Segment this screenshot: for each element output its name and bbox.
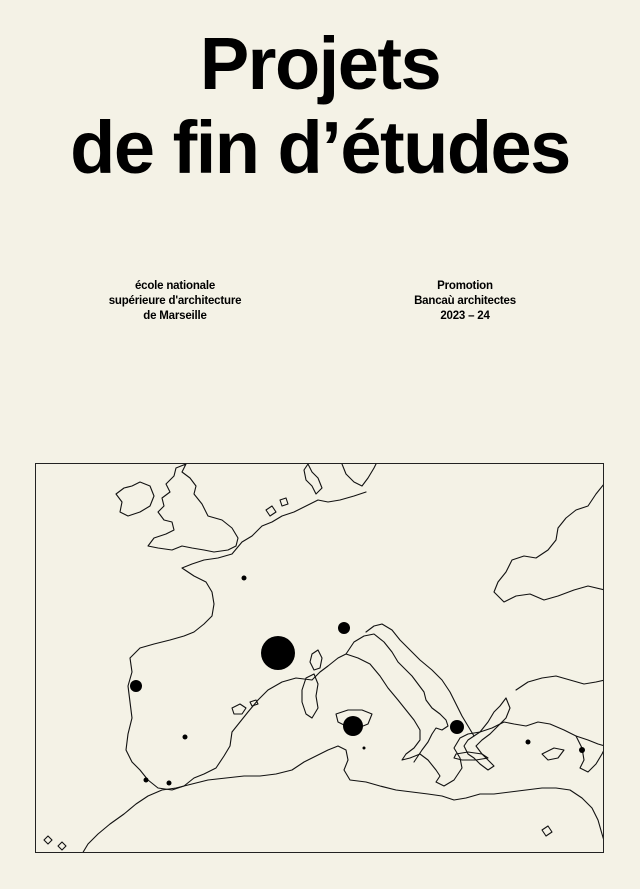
island-small-2 bbox=[58, 842, 66, 850]
location-dot-portugal bbox=[130, 680, 142, 692]
school-line-1: école nationale bbox=[134, 280, 216, 292]
promotion-line-2: Bancaù architectes bbox=[414, 295, 516, 307]
island-small-5 bbox=[280, 498, 288, 506]
mediterranean-map bbox=[35, 463, 604, 853]
location-dot-turkey bbox=[526, 740, 531, 745]
map-svg bbox=[36, 464, 604, 853]
location-dot-genoa bbox=[338, 622, 350, 634]
island-corsica bbox=[310, 650, 322, 670]
coastline-europe-west bbox=[126, 492, 604, 790]
island-mallorca bbox=[232, 704, 246, 714]
school-line-3: de Marseille bbox=[143, 310, 207, 322]
location-dot-marseille bbox=[261, 636, 295, 670]
promotion-line-1: Promotion bbox=[437, 280, 493, 292]
school-name bbox=[60, 279, 290, 324]
page-title bbox=[0, 22, 640, 190]
island-minorca bbox=[250, 700, 258, 706]
school-line-2: supérieure d'architecture bbox=[108, 295, 242, 307]
promotion-line-3: 2023 – 24 bbox=[440, 310, 490, 322]
location-dot-levant bbox=[579, 747, 585, 753]
title-line-2: de fin d’études bbox=[70, 106, 570, 189]
coastline-denmark bbox=[304, 464, 322, 494]
location-dot-sicily bbox=[343, 716, 363, 736]
title-line-1: Projets bbox=[199, 22, 441, 105]
location-dot-morocco-2 bbox=[167, 781, 172, 786]
island-cyprus bbox=[542, 748, 564, 760]
island-small-1 bbox=[44, 836, 52, 844]
island-sardinia bbox=[302, 674, 318, 718]
coastline-great-britain bbox=[148, 464, 238, 552]
location-dot-greece bbox=[450, 720, 464, 734]
coastline-europe bbox=[494, 484, 604, 602]
coastline-ireland bbox=[116, 482, 154, 516]
coastline-sweden bbox=[342, 464, 376, 486]
location-dot-malta bbox=[363, 747, 366, 750]
coastline-turkey bbox=[516, 676, 604, 690]
location-dot-paris bbox=[242, 576, 247, 581]
location-dot-morocco-1 bbox=[144, 778, 149, 783]
island-small-4 bbox=[266, 506, 276, 516]
promotion-info bbox=[350, 279, 580, 324]
coastline-north-africa bbox=[82, 746, 604, 853]
island-small-3 bbox=[542, 826, 552, 836]
location-dot-valencia bbox=[183, 735, 188, 740]
coastline-levant bbox=[576, 736, 604, 772]
